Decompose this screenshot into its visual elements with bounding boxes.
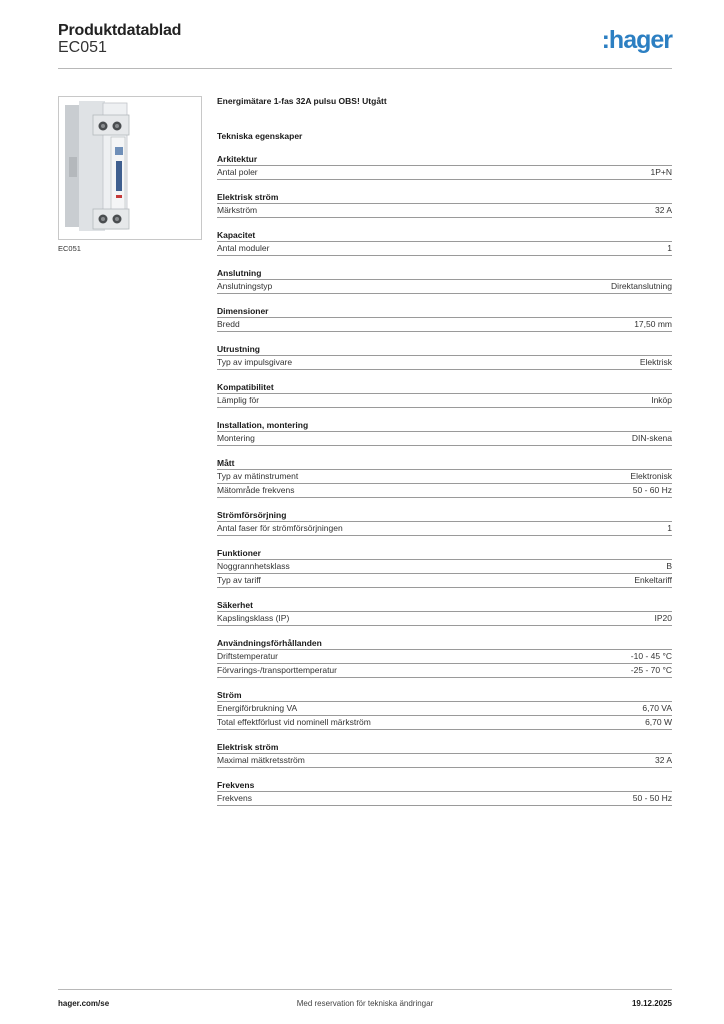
spec-label: Montering [217,433,255,443]
spec-row [217,650,672,664]
spec-group [217,344,672,370]
spec-value: IP20 [654,613,672,623]
spec-value: 1 [667,523,672,533]
spec-group-title: Kompatibilitet [217,382,672,394]
spec-group [217,690,672,730]
spec-group [217,600,672,626]
product-image [58,96,202,240]
spec-label: Märkström [217,205,258,215]
spec-value: 6,70 VA [642,703,672,713]
spec-value: Inköp [651,395,672,405]
spec-value: Elektronisk [630,471,672,481]
spec-group-title: Installation, montering [217,420,672,432]
spec-group [217,306,672,332]
spec-row [217,166,672,180]
page-header [58,20,672,69]
spec-row [217,318,672,332]
image-caption: EC051 [58,244,81,253]
spec-label: Lämplig för [217,395,260,405]
product-code: EC051 [58,39,107,56]
spec-group-title: Dimensioner [217,306,672,318]
spec-label: Bredd [217,319,240,329]
document-title: Produktdatablad [58,22,182,39]
spec-label: Kapslingsklass (IP) [217,613,290,623]
spec-group-title: Elektrisk ström [217,192,672,204]
spec-group-title: Ström [217,690,672,702]
spec-value: 50 - 60 Hz [632,485,672,495]
spec-value: 32 A [654,755,672,765]
spec-row [217,204,672,218]
spec-group-title: Elektrisk ström [217,742,672,754]
spec-group-title: Anslutning [217,268,672,280]
spec-label: Mätområde frekvens [217,485,295,495]
spec-row [217,432,672,446]
specifications [217,95,672,806]
spec-label: Frekvens [217,793,252,803]
spec-label: Anslutningstyp [217,281,273,291]
spec-group-title: Strömförsörjning [217,510,672,522]
footer-date: 19.12.2025 [631,999,672,1008]
footer-disclaimer: Med reservation för tekniska ändringar [296,999,434,1008]
spec-row [217,664,672,678]
spec-value: 6,70 W [645,717,672,727]
spec-label: Noggrannhetsklass [217,561,290,571]
spec-group [217,268,672,294]
spec-row [217,792,672,806]
spec-group-title: Användningsförhållanden [217,638,672,650]
spec-label: Antal poler [217,167,258,177]
spec-group [217,458,672,498]
spec-row [217,754,672,768]
spec-groups [217,154,672,806]
spec-label: Driftstemperatur [217,651,278,661]
spec-value: B [666,561,672,571]
spec-group [217,548,672,588]
spec-group [217,154,672,180]
spec-group [217,192,672,218]
spec-value: -25 - 70 °C [630,665,672,675]
page-footer [58,989,672,1014]
spec-group-title: Frekvens [217,780,672,792]
spec-label: Typ av tariff [217,575,261,585]
spec-value: Direktanslutning [611,281,672,291]
spec-row [217,574,672,588]
spec-group [217,230,672,256]
spec-group [217,510,672,536]
spec-group-title: Kapacitet [217,230,672,242]
spec-label: Maximal mätkretsström [217,755,305,765]
spec-row [217,612,672,626]
footer-website-link[interactable]: hager.com/se [58,999,110,1008]
spec-row [217,356,672,370]
spec-row [217,560,672,574]
spec-group-title: Utrustning [217,344,672,356]
spec-label: Antal faser för strömförsörjningen [217,523,343,533]
spec-row [217,522,672,536]
spec-group-title: Säkerhet [217,600,672,612]
spec-label: Förvarings-/transporttemperatur [217,665,337,675]
spec-row [217,280,672,294]
spec-label: Typ av mätinstrument [217,471,299,481]
product-name: Energimätare 1-fas 32A pulsu OBS! Utgått [217,96,387,106]
spec-row [217,484,672,498]
spec-label: Typ av impulsgivare [217,357,293,367]
spec-value: Elektrisk [639,357,672,367]
spec-group-title: Funktioner [217,548,672,560]
spec-group-title: Arkitektur [217,154,672,166]
hager-logo: :hager [601,26,672,54]
spec-value: 50 - 50 Hz [632,793,672,803]
spec-row [217,716,672,730]
spec-value: 17,50 mm [634,319,672,329]
spec-group-title: Mått [217,458,672,470]
spec-value: Enkeltariff [634,575,672,585]
spec-row [217,702,672,716]
spec-label: Total effektförlust vid nominell märkström [217,717,371,727]
spec-value: 32 A [654,205,672,215]
spec-value: DIN-skena [631,433,672,443]
spec-group [217,638,672,678]
spec-group [217,420,672,446]
spec-group [217,780,672,806]
spec-row [217,470,672,484]
spec-group [217,382,672,408]
spec-label: Antal moduler [217,243,270,253]
spec-value: 1P+N [650,167,672,177]
spec-row [217,394,672,408]
spec-label: Energiförbrukning VA [217,703,298,713]
spec-value: -10 - 45 °C [630,651,672,661]
spec-group [217,742,672,768]
spec-value: 1 [667,243,672,253]
section-heading: Tekniska egenskaper [217,131,303,141]
energy-meter-illustration [59,97,201,239]
spec-row [217,242,672,256]
